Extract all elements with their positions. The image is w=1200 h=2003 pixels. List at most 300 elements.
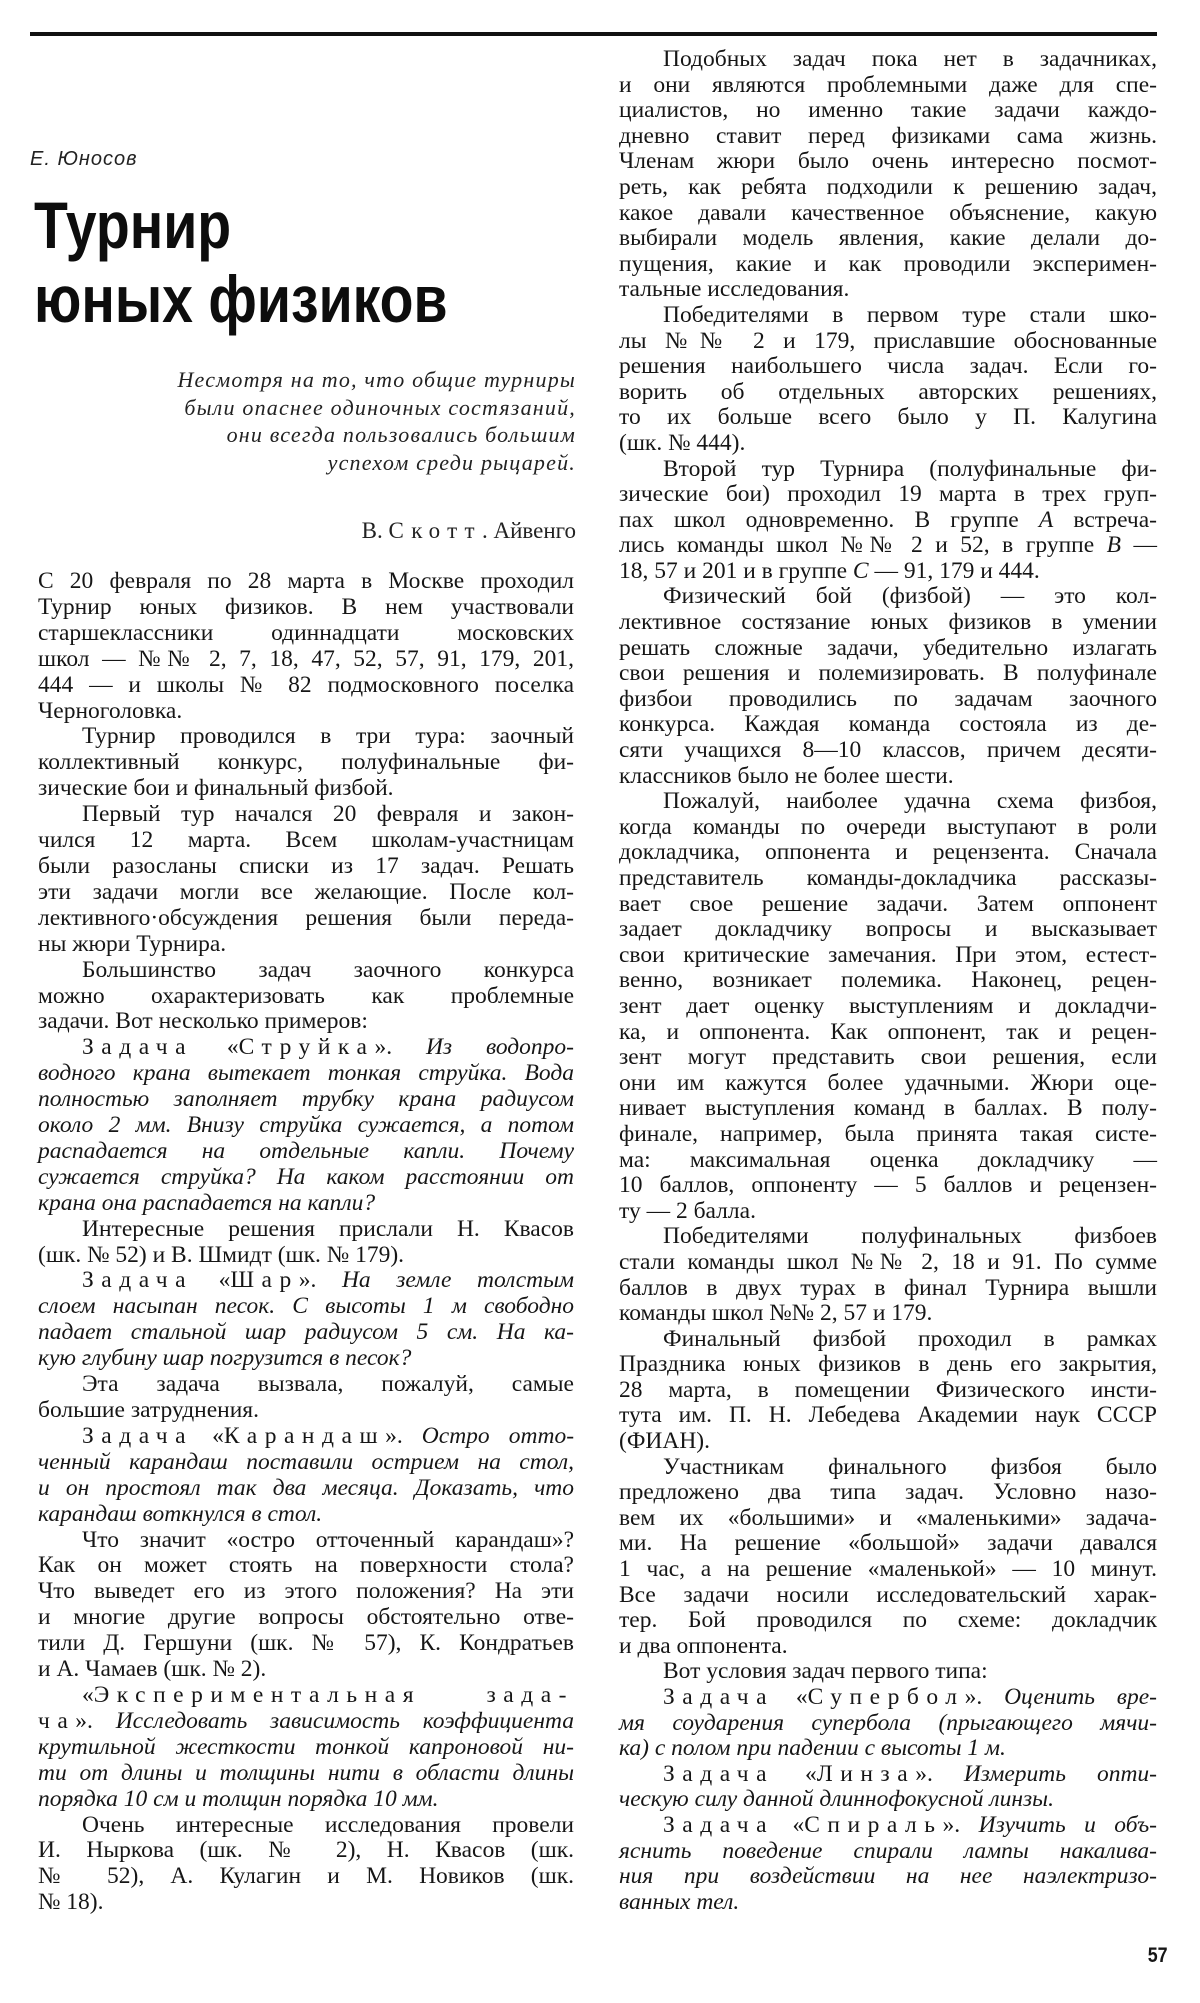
italic-text: ченный карандаш поставили острием на стол, bbox=[38, 1448, 574, 1475]
text-line bbox=[38, 1657, 574, 1683]
text-line bbox=[38, 1139, 574, 1165]
paragraph bbox=[619, 1455, 1157, 1660]
text: дневно ставит перед физиками сама жизнь. bbox=[619, 122, 1157, 149]
text-line bbox=[619, 1429, 1157, 1455]
paragraph bbox=[38, 724, 574, 802]
paragraph bbox=[38, 1035, 574, 1216]
text-line bbox=[38, 1683, 574, 1709]
text: — 91, 179 и 444. bbox=[868, 557, 1040, 584]
text: циалистов, но именно такие задачи каждо- bbox=[619, 97, 1157, 124]
paragraph bbox=[619, 1762, 1157, 1813]
text-line bbox=[619, 380, 1157, 406]
text-line bbox=[619, 329, 1157, 355]
text-line bbox=[619, 124, 1157, 150]
text-line bbox=[619, 1608, 1157, 1634]
text-line bbox=[619, 1173, 1157, 1199]
text: « bbox=[193, 1267, 231, 1294]
epigraph-line: они всегда пользовались большим bbox=[226, 422, 576, 447]
text-line bbox=[38, 699, 574, 725]
text: Победителями в первом туре стали шко- bbox=[663, 301, 1157, 328]
text-line bbox=[619, 1301, 1157, 1327]
column-left bbox=[38, 569, 574, 1916]
text: « bbox=[774, 1811, 805, 1838]
text: Турнир юных физиков. В нем участвовали bbox=[38, 593, 574, 620]
text: лись команды школ №№ 2 и 52, в группе bbox=[619, 532, 1107, 559]
italic-text: сужается струйка? На каком расстоянии от bbox=[38, 1163, 574, 1190]
text-line bbox=[619, 968, 1157, 994]
text-line bbox=[619, 559, 1157, 585]
paragraph bbox=[619, 457, 1157, 585]
spaced-text: ча bbox=[38, 1707, 76, 1734]
text: вает свое решение задачи. Затем оппонент bbox=[619, 890, 1157, 917]
text: 28 марта, в помещении Физического инсти- bbox=[619, 1376, 1157, 1403]
text: команды школ №№ 2, 57 и 179. bbox=[619, 1300, 933, 1327]
text-line bbox=[38, 958, 574, 984]
italic-text: Измерить опти- bbox=[963, 1760, 1158, 1787]
text-line bbox=[619, 1762, 1157, 1788]
text-line bbox=[38, 1735, 574, 1761]
title-line: Турнир bbox=[34, 188, 232, 262]
text-line bbox=[619, 1352, 1157, 1378]
italic-text: полностью заполняет трубку крана радиусом bbox=[38, 1086, 574, 1113]
text: — bbox=[1121, 532, 1158, 559]
text-line bbox=[38, 1709, 574, 1735]
text-line bbox=[38, 1605, 574, 1631]
text-line bbox=[619, 840, 1157, 866]
spaced-text: зада- bbox=[486, 1681, 574, 1708]
italic-text: ти от длины и толщины нити в области длины bbox=[38, 1759, 574, 1786]
text-line bbox=[619, 47, 1157, 73]
text-line bbox=[619, 508, 1157, 534]
text-line bbox=[38, 1372, 574, 1398]
text-line bbox=[619, 1122, 1157, 1148]
text-line bbox=[619, 1583, 1157, 1609]
text: представитель команды-докладчика рассказы- bbox=[619, 865, 1157, 891]
text-line bbox=[38, 1320, 574, 1346]
text-line bbox=[38, 569, 574, 595]
text: финале, например, была принята такая систе- bbox=[619, 1120, 1157, 1147]
text-line bbox=[38, 1113, 574, 1139]
text: когда команды по очереди выступают в роли bbox=[619, 813, 1157, 840]
text-line bbox=[38, 1476, 574, 1502]
italic-text: крана она распадается на капли? bbox=[38, 1189, 376, 1216]
text: пущения, какие и как проводили эксперимен- bbox=[619, 250, 1157, 277]
text-line bbox=[38, 984, 574, 1010]
text: какое давали качественное объяснение, какую bbox=[619, 199, 1157, 226]
page-number: 57 bbox=[1147, 1944, 1168, 1967]
text: лективного·обсуждения решения были переда- bbox=[38, 904, 574, 931]
italic-text: ка) с полом при падении с высоты 1 м. bbox=[619, 1735, 1006, 1762]
text-line bbox=[619, 1839, 1157, 1865]
text-line bbox=[619, 73, 1157, 99]
text: Первый тур начался 20 февраля и закон- bbox=[82, 801, 574, 828]
text: ка, и оппонента. Как оппонент, так и рецен- bbox=[619, 1018, 1157, 1045]
text: ». bbox=[964, 1684, 1005, 1710]
text: решать сложные задачи, убедительно излагать bbox=[619, 634, 1157, 661]
text: встреча- bbox=[1053, 506, 1157, 533]
text: (ФИАН). bbox=[619, 1428, 711, 1455]
text: школ — №№ 2, 7, 18, 47, 52, 57, 91, 179, 201, bbox=[38, 645, 574, 672]
text: ны жюри Турнира. bbox=[38, 930, 227, 957]
text-line bbox=[38, 932, 574, 958]
italic-text: На земле толстым bbox=[341, 1267, 575, 1294]
text-line bbox=[38, 647, 574, 673]
epigraph bbox=[177, 366, 576, 476]
text-line bbox=[619, 405, 1157, 431]
paragraph bbox=[619, 584, 1157, 789]
text: зические бои и финальный физбой. bbox=[38, 775, 394, 802]
text: Эта задача вызвала, пожалуй, самые bbox=[82, 1371, 574, 1398]
paragraph bbox=[38, 1528, 574, 1683]
text-line bbox=[619, 303, 1157, 329]
text: 10 баллов, оппоненту — 5 баллов и рецензен- bbox=[619, 1172, 1157, 1199]
epigraph-line: были опаснее одиночных состязаний, bbox=[184, 394, 576, 420]
text: венно, возникает полемика. Наконец, рецен- bbox=[619, 967, 1157, 994]
text: ». bbox=[374, 1034, 426, 1061]
text: зент дает оценку выступлениям и докладчи- bbox=[619, 992, 1157, 1019]
text: Очень интересные исследования провели bbox=[82, 1811, 574, 1838]
text-line bbox=[619, 1071, 1157, 1097]
italic-text: ванных тел. bbox=[619, 1888, 740, 1915]
text: баллов в двух турах в финал Турнира вышли bbox=[619, 1274, 1157, 1301]
text: задачи. Вот несколько примеров: bbox=[38, 1008, 368, 1035]
italic-text: порядка 10 см и толщин порядка 10 мм. bbox=[38, 1785, 439, 1812]
italic-text: ческую силу данной длиннофокусной линзы. bbox=[619, 1786, 1054, 1813]
text: Финальный физбой проходил в рамках bbox=[663, 1325, 1157, 1352]
text: « bbox=[774, 1684, 808, 1710]
text-line bbox=[619, 1531, 1157, 1557]
text: « bbox=[774, 1760, 817, 1787]
italic-text: Оценить вре- bbox=[1004, 1684, 1157, 1710]
text: ». bbox=[915, 1760, 964, 1787]
text-line bbox=[619, 1711, 1157, 1737]
text-line bbox=[38, 724, 574, 750]
text: задает докладчику вопросы и высказывает bbox=[619, 916, 1157, 943]
spaced-text: Скотт bbox=[388, 518, 482, 543]
spaced-text: Супербол bbox=[807, 1684, 965, 1710]
text: можно охарактеризовать как проблемные bbox=[38, 982, 574, 1009]
text: ». bbox=[942, 1811, 979, 1838]
text: ми. На решение «большой» задачи давался bbox=[619, 1530, 1157, 1557]
text: С 20 февраля по 28 марта в Москве проходил bbox=[38, 568, 574, 594]
text: выбирали модель явления, какие делали до- bbox=[619, 225, 1157, 252]
text-line bbox=[38, 1864, 574, 1890]
text: ». bbox=[75, 1707, 116, 1734]
text: Вот условия задач первого типа: bbox=[663, 1658, 988, 1685]
text-line bbox=[619, 457, 1157, 483]
text-line bbox=[38, 1346, 574, 1372]
text: И. Ныркова (шк. № 2), Н. Квасов (шк. bbox=[38, 1837, 574, 1864]
text: Что значит «остро отточенный карандаш»? bbox=[82, 1526, 574, 1553]
text-line bbox=[38, 1553, 574, 1579]
italic-text: Исследовать зависимость коэффициента bbox=[115, 1707, 574, 1734]
text: Членам жюри было очень интересно посмот- bbox=[619, 148, 1157, 175]
spaced-text: Задача bbox=[82, 1422, 194, 1449]
text-line bbox=[38, 1631, 574, 1657]
text-line bbox=[619, 1506, 1157, 1532]
paragraph bbox=[38, 1683, 574, 1813]
text-line bbox=[38, 621, 574, 647]
italic-text: крутильной жесткости тонкой капроновой ни- bbox=[38, 1733, 574, 1760]
text-line bbox=[38, 1579, 574, 1605]
text: . Айвенго bbox=[481, 518, 576, 543]
text: ворить об отдельных авторских решениях, bbox=[619, 378, 1157, 405]
text-line bbox=[619, 815, 1157, 841]
text: физбои проводились по задачам заочного bbox=[619, 685, 1157, 712]
text: то их больше всего было у П. Калугина bbox=[619, 404, 1157, 431]
text-line bbox=[38, 1191, 574, 1217]
text: В. bbox=[361, 518, 389, 543]
text-line bbox=[619, 712, 1157, 738]
text-line bbox=[619, 1276, 1157, 1302]
text-line bbox=[38, 1243, 574, 1269]
text-line bbox=[619, 1327, 1157, 1353]
spaced-text: Спираль bbox=[804, 1811, 943, 1838]
spaced-text: Задача bbox=[82, 1267, 194, 1294]
text: большие затруднения. bbox=[38, 1397, 259, 1423]
italic-text: распадается на отдельные капли. Почему bbox=[38, 1137, 574, 1164]
text-line bbox=[38, 595, 574, 621]
text: « bbox=[193, 1422, 224, 1449]
text-line bbox=[38, 880, 574, 906]
text: тальные исследования. bbox=[619, 276, 850, 303]
text: « bbox=[82, 1681, 94, 1708]
text-line bbox=[619, 1455, 1157, 1481]
text: (шк. № 52) и В. Шмидт (шк. № 179). bbox=[38, 1241, 405, 1268]
text-line bbox=[38, 1450, 574, 1476]
text-line bbox=[619, 1685, 1157, 1711]
italic-text: A bbox=[1038, 506, 1054, 533]
text-line bbox=[619, 1787, 1157, 1813]
paragraph bbox=[38, 1268, 574, 1372]
text-line bbox=[619, 1224, 1157, 1250]
text: лы №№ 2 и 179, приславшие обоснованные bbox=[619, 327, 1157, 354]
text-line bbox=[619, 1890, 1157, 1916]
text-line bbox=[619, 1864, 1157, 1890]
text-line bbox=[619, 943, 1157, 969]
text: эти задачи могли все желающие. После кол- bbox=[38, 878, 574, 905]
text-line bbox=[38, 1268, 574, 1294]
italic-text: мя соударения супербола (прыгающего мячи- bbox=[619, 1709, 1157, 1736]
paragraph bbox=[619, 1224, 1157, 1326]
text-line bbox=[38, 776, 574, 802]
text: № 18). bbox=[38, 1889, 104, 1916]
text-line bbox=[38, 1528, 574, 1554]
text-line bbox=[619, 201, 1157, 227]
text-line bbox=[619, 584, 1157, 610]
text-line bbox=[38, 1217, 574, 1243]
text-line bbox=[619, 1096, 1157, 1122]
text: тер. Бой проводился по схеме: докладчик bbox=[619, 1607, 1157, 1634]
text: классников было не более шести. bbox=[619, 762, 954, 789]
text: чился 12 марта. Всем школам-участницам bbox=[38, 827, 574, 854]
spaced-text: Экспериментальная bbox=[93, 1681, 422, 1708]
text: зические бои) проходил 19 марта в трех груп- bbox=[619, 481, 1157, 508]
italic-text: слоем насыпан песок. С высоты 1 м свободно bbox=[38, 1293, 574, 1320]
text: свои критические замечания. При этом, естест- bbox=[619, 941, 1157, 968]
text-line bbox=[38, 1787, 574, 1813]
text-line bbox=[38, 1035, 574, 1061]
text: ту — 2 балла. bbox=[619, 1197, 756, 1224]
text: предложено два типа задач. Условно назо- bbox=[619, 1479, 1157, 1506]
text-line bbox=[619, 917, 1157, 943]
article-author: Е. Юносов bbox=[30, 148, 138, 170]
spaced-text: Задача bbox=[663, 1811, 775, 1838]
text: и два оппонента. bbox=[619, 1632, 788, 1659]
text-line bbox=[619, 994, 1157, 1020]
text: Как он может стоять на поверхности стола? bbox=[38, 1552, 574, 1579]
spaced-text: Карандаш bbox=[223, 1422, 386, 1449]
paragraph bbox=[619, 1327, 1157, 1455]
text: Физический бой (физбой) — это кол- bbox=[663, 583, 1157, 610]
text-line bbox=[38, 1294, 574, 1320]
text: пах школ одновременно. В группе bbox=[619, 506, 1039, 533]
text: « bbox=[193, 1034, 239, 1061]
text-line bbox=[38, 1890, 574, 1916]
text-line bbox=[619, 764, 1157, 790]
text: вем их «большими» и «маленькими» задача- bbox=[619, 1504, 1157, 1531]
text-line bbox=[619, 1634, 1157, 1660]
text-line bbox=[619, 1250, 1157, 1276]
paragraph bbox=[619, 1659, 1157, 1685]
text-line bbox=[619, 687, 1157, 713]
italic-text: и он простоял так два месяца. Доказать, что bbox=[38, 1474, 574, 1501]
epigraph-signature bbox=[362, 518, 576, 544]
text-line bbox=[38, 673, 574, 699]
text: стали команды школ №№ 2, 18 и 91. По сумме bbox=[619, 1248, 1157, 1275]
paragraph bbox=[38, 1813, 574, 1917]
italic-text: карандаш воткнулся в стол. bbox=[38, 1500, 323, 1527]
text-line bbox=[619, 1659, 1157, 1685]
text-line bbox=[619, 431, 1157, 457]
text-line bbox=[38, 802, 574, 828]
text-line bbox=[38, 1424, 574, 1450]
text-line bbox=[619, 1736, 1157, 1762]
text-line bbox=[619, 1020, 1157, 1046]
text-line bbox=[38, 1009, 574, 1035]
text: Большинство задач заочного конкурса bbox=[82, 956, 574, 983]
text: № 52), А. Кулагин и М. Новиков (шк. bbox=[38, 1863, 574, 1890]
text-line bbox=[38, 1087, 574, 1113]
text: решения наибольшего числа задач. Если го- bbox=[619, 353, 1157, 380]
text-line bbox=[619, 892, 1157, 918]
spaced-text: Линза bbox=[816, 1760, 916, 1787]
text: были разосланы списки из 17 задач. Решать bbox=[38, 852, 574, 879]
text: старшеклассники одиннадцати московских bbox=[38, 619, 574, 646]
spaced-text: Задача bbox=[663, 1760, 775, 1787]
text-line bbox=[619, 636, 1157, 662]
spaced-text: Шар bbox=[230, 1267, 299, 1294]
text-line bbox=[619, 1378, 1157, 1404]
text: тили Д. Гершуни (шк. № 57), К. Кондратьев bbox=[38, 1630, 574, 1657]
text-line bbox=[38, 750, 574, 776]
text: Что выведет его из этого положения? На эти bbox=[38, 1578, 574, 1605]
paragraph bbox=[38, 802, 574, 957]
text: Участникам финального физбоя было bbox=[663, 1453, 1157, 1480]
paragraph bbox=[38, 569, 574, 724]
text: ма: максимальная оценка докладчику — bbox=[619, 1146, 1157, 1173]
article-title bbox=[34, 188, 448, 336]
italic-text: C bbox=[852, 557, 869, 584]
text-line bbox=[619, 1199, 1157, 1225]
text: Победителями полуфинальных физбоев bbox=[663, 1223, 1157, 1250]
text: Праздника юных физиков в день его закрытия, bbox=[619, 1351, 1157, 1378]
text: коллективный конкурс, полуфинальные фи- bbox=[38, 749, 574, 776]
text-line bbox=[38, 854, 574, 880]
text-line bbox=[619, 866, 1157, 892]
paragraph bbox=[619, 1813, 1157, 1915]
text: Второй тур Турнира (полуфинальные фи- bbox=[663, 455, 1157, 482]
title-line: юных физиков bbox=[34, 262, 448, 336]
text: конкурса. Каждая команда состояла из де- bbox=[619, 711, 1157, 738]
spaced-text: Задача bbox=[82, 1034, 194, 1061]
paragraph bbox=[619, 303, 1157, 457]
text-line bbox=[619, 98, 1157, 124]
text-line bbox=[38, 1838, 574, 1864]
column-right bbox=[619, 47, 1157, 1915]
text: Интересные решения прислали Н. Квасов bbox=[82, 1215, 574, 1242]
text: и многие другие вопросы обстоятельно отве- bbox=[38, 1604, 574, 1631]
text: Турнир проводился в три тура: заочный bbox=[82, 723, 574, 750]
italic-text: яснить поведение спирали лампы накалива- bbox=[619, 1837, 1157, 1864]
text: ». bbox=[298, 1267, 342, 1294]
header-rule bbox=[30, 32, 1157, 36]
text-line bbox=[38, 1061, 574, 1087]
italic-text: около 2 мм. Внизу струйка сужается, а потом bbox=[38, 1112, 574, 1139]
text-line bbox=[619, 1480, 1157, 1506]
italic-text: Остро отто- bbox=[421, 1422, 575, 1449]
text-line bbox=[619, 610, 1157, 636]
text-line bbox=[619, 738, 1157, 764]
italic-text: ния при воздействии на нее наэлектризо- bbox=[619, 1863, 1157, 1890]
text: нивает выступления команд в баллах. В полу- bbox=[619, 1095, 1157, 1122]
italic-text: Изучить и объ- bbox=[978, 1811, 1158, 1838]
text: Все задачи носили исследовательский харак- bbox=[619, 1581, 1157, 1608]
text-line bbox=[619, 354, 1157, 380]
text-line bbox=[38, 1813, 574, 1839]
text: тута им. П. Н. Лебедева Академии наук СССР bbox=[619, 1402, 1157, 1429]
italic-text: Из водопро- bbox=[425, 1034, 574, 1061]
italic-text: B bbox=[1106, 532, 1122, 559]
spaced-text: Струйка bbox=[238, 1034, 375, 1061]
paragraph bbox=[619, 1685, 1157, 1762]
italic-text: падает стальной шар радиусом 5 см. На ка- bbox=[38, 1319, 574, 1346]
text-line bbox=[619, 1813, 1157, 1839]
text: 444 — и школы № 82 подмосковного поселка bbox=[38, 671, 574, 698]
italic-text: водного крана вытекает тонкая струйка. Вода bbox=[38, 1060, 574, 1087]
text-line bbox=[619, 149, 1157, 175]
spaced-text: Задача bbox=[663, 1684, 775, 1710]
text-line bbox=[38, 828, 574, 854]
text: докладчика, оппонента и рецензента. Сначала bbox=[619, 839, 1157, 866]
epigraph-line: успехом среди рыцарей. bbox=[327, 449, 576, 475]
text-line bbox=[38, 1761, 574, 1787]
text: лективное состязание юных физиков в умении bbox=[619, 609, 1157, 636]
paragraph bbox=[38, 958, 574, 1036]
text: и А. Чамаев (шк. № 2). bbox=[38, 1656, 267, 1683]
text: и они являются проблемными даже для спе- bbox=[619, 71, 1157, 98]
text: свои решения и полемизировать. В полуфинале bbox=[619, 660, 1157, 687]
text-line bbox=[619, 226, 1157, 252]
text-line bbox=[619, 252, 1157, 278]
text: сяти учащихся 8—10 классов, причем десяти- bbox=[619, 737, 1157, 764]
text-line bbox=[619, 661, 1157, 687]
text: Пожалуй, наиболее удачна схема физбоя, bbox=[663, 788, 1157, 815]
paragraph bbox=[619, 47, 1157, 303]
text: Подобных задач пока нет в задачниках, bbox=[663, 46, 1157, 72]
text-line bbox=[38, 906, 574, 932]
text: (шк. № 444). bbox=[619, 429, 746, 456]
